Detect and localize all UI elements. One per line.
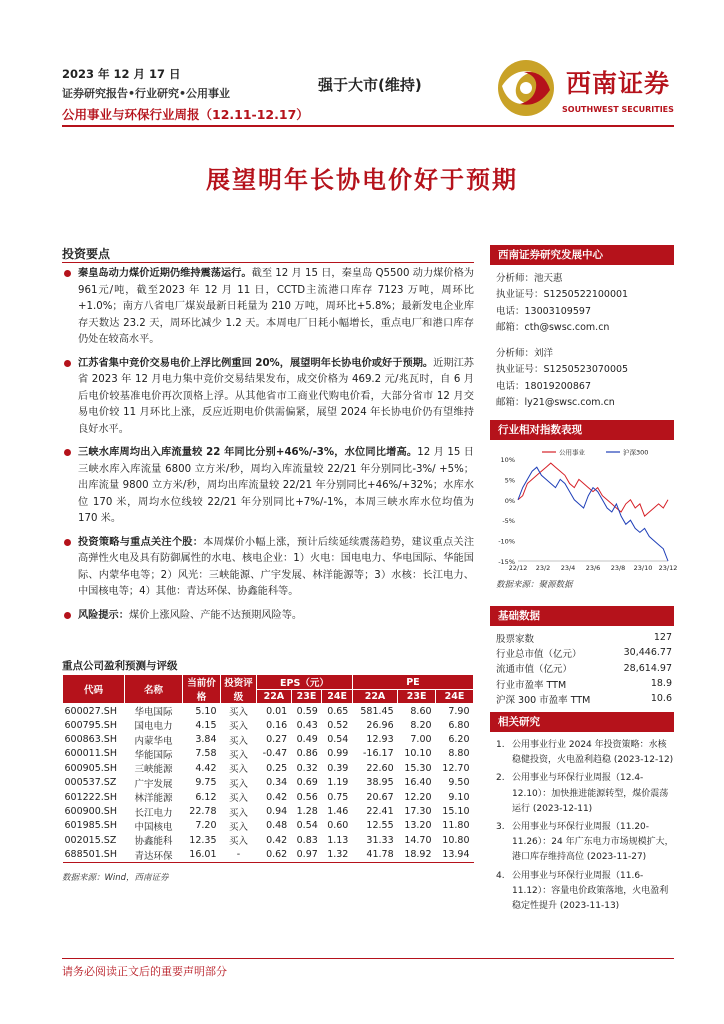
report-date: 2023 年 12 月 17 日 — [62, 67, 181, 81]
cell-name: 协鑫能科 — [134, 836, 173, 848]
cell-pe: 13.20 — [404, 820, 432, 832]
related-text[interactable]: 公用事业与环保行业周报（11.20-11.26）：24 年广东电力市场规模扩大，港口库存维持高位 (2023-11-27) — [512, 822, 674, 863]
basic-label: 行业市盈率 TTM — [496, 679, 567, 691]
related-item[interactable] — [496, 771, 674, 817]
y-tick-label: 0% — [504, 496, 515, 505]
bullet-lead: 江苏省集中竞价交易电价上浮比例重回 20%，展望明年长协电价或好于预期。 — [78, 357, 434, 369]
cell-code: 688501.SH — [63, 848, 125, 863]
cell-name: 林洋能源 — [134, 793, 173, 805]
x-tick-label: 23/2 — [535, 564, 551, 572]
cell-name: 中国核电 — [134, 821, 173, 833]
cell-pe: 18.92 — [398, 848, 436, 863]
x-tick-label: 23/4 — [560, 564, 576, 572]
related-text[interactable]: 公用事业与环保行业周报（12.4-12.10）：加快推进能源转型，煤价震荡运行 (2023-12-11) — [512, 773, 669, 814]
cell-eps: 1.32 — [322, 848, 353, 863]
cell-pe: 38.95 — [366, 777, 394, 789]
cell-eps: 1.13 — [327, 834, 349, 846]
cell-pe: 6.20 — [448, 734, 470, 746]
basic-value: 18.9 — [650, 678, 672, 690]
cell-eps: 0.34 — [266, 777, 288, 789]
basic-label: 沪深 300 市盈率 TTM — [496, 694, 591, 706]
weekly-title: 公用事业与环保行业周报（12.11-12.17） — [62, 107, 309, 122]
related-num: 3. — [496, 822, 505, 833]
industry-rating: 强于大市(维持) — [318, 76, 422, 94]
cell-rating: 买入 — [228, 778, 248, 790]
table-title: 重点公司盈利预测与评级 — [62, 660, 178, 672]
cell-pe: 31.33 — [366, 834, 394, 846]
col-header-code: 代码 — [63, 675, 125, 704]
cell-eps: 0.48 — [266, 820, 288, 832]
cell-pe: 8.60 — [410, 705, 432, 717]
cell-eps: 0.99 — [327, 748, 349, 760]
logo-text: 西南证券 — [566, 69, 671, 98]
cell-pe: 9.10 — [448, 791, 470, 803]
analyst-license: 执业证号：S1250522100001 — [496, 289, 629, 301]
bullet-body: 截至 12 月 15 日，秦皇岛 Q5500 动力煤价格为 961元/吨，截至2023 年 12 月 11 日，CCTD主流港口库存 7123 万吨，周环比+1.0%；南方八省电厂煤炭最新日耗量为 210 万吨，周环比+5.8%；最新发电企业库存天数达 23.2 天，周环比减少 1.2 天。本周电厂日耗小幅增长，重点电厂和港口库存仍处在较高水平。 — [78, 268, 474, 345]
table-row — [63, 718, 474, 732]
cell-eps: 1.46 — [327, 806, 349, 818]
cell-pe: 15.10 — [442, 806, 470, 818]
cell-pe: -16.17 — [363, 748, 394, 760]
cell-eps: 0.83 — [296, 834, 318, 846]
cell-code: 600905.SH — [64, 762, 117, 774]
section-divider — [62, 262, 474, 263]
cell-rating: 买入 — [228, 793, 248, 805]
col-header-price: 当前价格 — [183, 675, 221, 704]
analyst-name: 分析师：刘洋 — [496, 348, 554, 360]
cell-name: 华能国际 — [134, 749, 173, 761]
cell-name: 华电国际 — [134, 707, 173, 718]
y-tick-label: -15% — [498, 558, 515, 566]
cell-pe: 22.60 — [366, 762, 394, 774]
investment-points — [62, 266, 474, 631]
cell-eps: 0.56 — [296, 791, 318, 803]
related-text[interactable]: 公用事业与环保行业周报（11.6-11.12）：容量电价政策落地，火电盈利稳定性提升 (2023-11-13) — [512, 870, 669, 912]
cell-eps: 0.52 — [327, 719, 349, 731]
cell-price: 6.12 — [195, 791, 217, 803]
cell-code: 600011.SH — [64, 748, 117, 760]
cell-eps: 0.65 — [327, 705, 349, 717]
cell-eps: 1.19 — [327, 777, 349, 789]
table-row — [63, 776, 474, 790]
cell-pe: 8.80 — [448, 748, 470, 760]
cell-eps: 0.42 — [266, 791, 288, 803]
bullet-lead: 风险提示： — [78, 609, 129, 621]
cell-name: 内蒙华电 — [134, 735, 173, 747]
cell-rating: - — [221, 848, 257, 863]
cell-code: 601222.SH — [64, 791, 117, 803]
y-tick-label: -5% — [502, 517, 515, 526]
cell-code: 600027.SH — [64, 705, 117, 717]
basic-value: 30,446.77 — [623, 647, 672, 659]
cell-eps: 0.43 — [296, 719, 318, 731]
bullet-body: 煤价上涨风险、产能不达预期风险等。 — [128, 609, 303, 621]
table-row — [63, 704, 474, 719]
cell-pe: 6.80 — [448, 719, 470, 731]
cell-eps: 0.27 — [266, 734, 288, 746]
bullet-point — [62, 266, 474, 349]
series-line — [518, 467, 668, 561]
analyst-name: 分析师：池天惠 — [496, 273, 563, 284]
basic-label: 行业总市值（亿元） — [496, 648, 582, 660]
col-header-name: 名称 — [125, 675, 183, 704]
cell-pe: 41.78 — [352, 848, 397, 863]
cell-eps: 0.75 — [327, 791, 349, 803]
bullet-body: 本周煤价小幅上涨，预计后续延续震荡趋势，建议重点关注高弹性火电及具有防御属性的水电、核电企业：1）火电：国电电力、华电国际、华能国际、内蒙华电等；2）风光：三峡能源、广宇发展、林洋能源等；3）水核：长江电力、中国核电等；4）其他：青达环保、协鑫能科等。 — [78, 536, 475, 597]
cell-pe: 581.45 — [360, 705, 394, 717]
table-row — [63, 804, 474, 818]
bullet-dot-icon — [64, 360, 71, 367]
table-source: 数据来源：Wind，西南证券 — [62, 873, 169, 883]
cell-eps: 0.32 — [296, 762, 318, 774]
cell-code: 000537.SZ — [64, 777, 117, 789]
col-header-rating: 投资评级 — [221, 675, 257, 704]
sidebar-heading-basic: 基础数据 — [490, 606, 674, 626]
bullet-lead: 三峡水库周均出入库流量较 22 年同比分别+46%/-3%，水位同比增高。 — [78, 447, 418, 458]
table-row — [63, 833, 474, 847]
related-num: 2. — [496, 773, 505, 784]
related-item[interactable] — [496, 738, 674, 768]
cell-eps: 0.97 — [291, 848, 322, 863]
y-tick-label: 5% — [504, 476, 515, 485]
footer-disclaimer: 请务必阅读正文后的重要声明部分 — [62, 965, 227, 978]
cell-pe: 7.90 — [448, 705, 470, 717]
bullet-dot-icon — [64, 449, 71, 456]
related-item[interactable] — [496, 869, 674, 915]
x-tick-label: 23/8 — [610, 564, 626, 572]
cell-name: 三峡能源 — [134, 764, 173, 776]
cell-eps: 0.60 — [327, 820, 349, 832]
cell-price: 3.84 — [195, 734, 217, 746]
cell-eps: 0.86 — [296, 748, 318, 760]
cell-rating: 买入 — [228, 707, 248, 718]
col-header-pe: PE — [352, 675, 473, 690]
legend-label: 公用事业 — [559, 448, 585, 457]
cell-price: 22.78 — [189, 806, 217, 818]
sidebar-heading-team: 西南证券研究发展中心 — [490, 245, 674, 265]
southwest-logo-icon — [494, 56, 558, 120]
sidebar-heading-related: 相关研究 — [490, 712, 674, 732]
basic-value: 10.6 — [650, 693, 672, 705]
earnings-forecast-table — [62, 674, 474, 863]
cell-pe: 10.10 — [404, 748, 432, 760]
related-text[interactable]: 公用事业行业 2024 年投资策略：水核稳健投资，火电盈利趋稳 (2023-12-12) — [512, 740, 674, 766]
analyst-license: 执业证号：S1250523070005 — [496, 364, 629, 376]
analyst-phone: 电话：18019200867 — [496, 380, 591, 392]
cell-eps: 1.28 — [296, 806, 318, 818]
cell-code: 600795.SH — [64, 719, 117, 731]
analyst-email[interactable]: 邮箱：cth@swsc.com.cn — [496, 321, 610, 333]
basic-row — [496, 676, 672, 691]
cell-pe: 22.41 — [366, 806, 394, 818]
bullet-lead: 投资策略与重点关注个股： — [78, 536, 204, 548]
related-num: 4. — [496, 870, 505, 881]
x-tick-label: 23/12 — [658, 564, 678, 572]
cell-rating: 买入 — [228, 821, 248, 833]
cell-price: 9.75 — [195, 777, 217, 789]
cell-eps: 0.69 — [296, 777, 318, 789]
basic-value: 127 — [653, 632, 672, 644]
cell-code: 601985.SH — [64, 820, 117, 832]
cell-pe: 10.80 — [442, 834, 470, 846]
bullet-point — [62, 535, 474, 601]
chart-source: 数据来源：聚源数据 — [496, 580, 573, 590]
cell-price: 7.58 — [195, 748, 217, 760]
basic-label: 股票家数 — [496, 633, 535, 645]
y-tick-label: -10% — [498, 537, 515, 546]
basic-row — [496, 691, 672, 706]
legend-label: 沪深300 — [623, 448, 649, 457]
basic-data-table — [496, 630, 672, 706]
bullet-point — [62, 356, 474, 439]
table-row — [63, 848, 474, 863]
col-header-year: 23E — [291, 690, 322, 704]
analyst-info — [496, 271, 674, 411]
col-header-year: 23E — [398, 690, 436, 704]
related-item[interactable] — [496, 820, 674, 866]
table-row — [63, 819, 474, 833]
cell-pe: 12.93 — [366, 734, 394, 746]
cell-eps: 0.54 — [327, 734, 349, 746]
cell-pe: 7.00 — [410, 734, 432, 746]
cell-name: 长江电力 — [134, 807, 173, 819]
series-line — [518, 463, 668, 516]
table-row — [63, 732, 474, 746]
bullet-body: 12 月 15 日三峡水库入库流量 6800 立方米/秒，周均入库流量较 22/21 年分别同比-3%/ +5%；出库流量 9800 立方米/秒，周均出库流量较 22/21 年分别同比+46%/+32%；水库水位 170 米，周均水位线较 22/21 年分别同比+7%/-1%，本周三峡水库水位均值为 170 米。 — [78, 447, 474, 524]
cell-eps: -0.47 — [262, 748, 288, 760]
cell-eps: 0.54 — [296, 820, 318, 832]
x-tick-label: 23/10 — [633, 564, 653, 572]
cell-price: 7.20 — [195, 820, 217, 832]
basic-label: 流通市值（亿元） — [496, 664, 573, 676]
cell-name: 广宇发展 — [134, 778, 173, 790]
cell-name: 青达环保 — [125, 848, 183, 863]
cell-eps: 0.39 — [327, 762, 349, 774]
table-row — [63, 790, 474, 804]
cell-eps: 0.42 — [266, 834, 288, 846]
bullet-point — [62, 608, 474, 625]
cell-rating: 买入 — [228, 721, 248, 733]
bullet-dot-icon — [64, 612, 71, 619]
bullet-body: 近期江苏省 2023 年 12 月电力集中竞价交易结果发布，成交价格为 469.2 元/兆瓦时，自 6 月后电价较基准电价再次顶格上浮。从其他省市工商业代购电价看，大部分省市 12 月交易电价较 11 月环比上涨，反应近期电价供需偏紧，展望 2024 年长协电价仍有望维持良好水平。 — [78, 357, 474, 435]
cell-rating: 买入 — [228, 749, 248, 761]
cell-rating: 买入 — [228, 764, 248, 776]
related-research-list — [496, 738, 674, 917]
bullet-lead: 秦皇岛动力煤价近期仍维持震荡运行。 — [78, 268, 252, 279]
cell-price: 12.35 — [189, 834, 217, 846]
col-header-year: 24E — [436, 690, 474, 704]
basic-value: 28,614.97 — [623, 662, 672, 674]
cell-price: 4.15 — [195, 719, 217, 731]
related-num: 1. — [496, 740, 505, 750]
cell-pe: 11.80 — [442, 820, 470, 832]
cell-pe: 9.50 — [448, 777, 470, 789]
cell-price: 16.01 — [183, 848, 221, 863]
cell-pe: 17.30 — [404, 806, 432, 818]
cell-code: 600863.SH — [64, 734, 117, 746]
y-tick-label: 10% — [500, 456, 515, 464]
cell-rating: 买入 — [228, 836, 248, 848]
table-row — [63, 761, 474, 775]
cell-rating: 买入 — [228, 735, 248, 747]
cell-price: 4.42 — [195, 762, 217, 774]
bullet-dot-icon — [64, 539, 71, 546]
bullet-point — [62, 445, 474, 528]
x-tick-label: 22/12 — [508, 564, 528, 572]
col-header-year: 22A — [257, 690, 292, 704]
cell-eps: 0.25 — [266, 762, 288, 774]
cell-eps: 0.62 — [257, 848, 292, 863]
cell-rating: 买入 — [228, 807, 248, 819]
report-type: 证券研究报告•行业研究•公用事业 — [62, 87, 231, 100]
bullet-dot-icon — [64, 270, 71, 277]
cell-pe: 12.55 — [366, 820, 394, 832]
sidebar-heading-chart: 行业相对指数表现 — [490, 420, 674, 440]
cell-code: 600900.SH — [64, 806, 117, 818]
cell-pe: 26.96 — [366, 719, 394, 731]
relative-index-chart — [490, 445, 678, 573]
basic-row — [496, 630, 672, 645]
cell-eps: 0.16 — [266, 719, 288, 731]
report-title: 展望明年长协电价好于预期 — [206, 166, 518, 194]
table-row — [63, 747, 474, 761]
section-heading: 投资要点 — [62, 247, 111, 261]
cell-pe: 12.20 — [404, 791, 432, 803]
logo-text-en: SOUTHWEST SECURITIES — [562, 105, 674, 114]
cell-eps: 0.59 — [296, 705, 318, 717]
cell-code: 002015.SZ — [64, 834, 117, 846]
cell-pe: 16.40 — [404, 777, 432, 789]
footer-divider — [62, 958, 674, 959]
cell-pe: 20.67 — [366, 791, 394, 803]
x-tick-label: 23/6 — [585, 564, 601, 572]
cell-pe: 8.20 — [410, 719, 432, 731]
col-header-year: 22A — [352, 690, 397, 704]
cell-eps: 0.49 — [296, 734, 318, 746]
basic-row — [496, 645, 672, 660]
analyst-phone: 电话：13003109597 — [496, 305, 591, 317]
header-divider — [62, 125, 674, 127]
cell-pe: 12.70 — [442, 762, 470, 774]
col-header-year: 24E — [322, 690, 353, 704]
col-header-eps: EPS（元） — [257, 675, 353, 690]
cell-pe: 13.94 — [436, 848, 474, 863]
cell-eps: 0.94 — [266, 806, 288, 818]
cell-eps: 0.01 — [266, 705, 288, 717]
cell-price: 5.10 — [195, 705, 217, 717]
cell-pe: 15.30 — [404, 762, 432, 774]
basic-row — [496, 661, 672, 676]
cell-pe: 14.70 — [404, 834, 432, 846]
cell-name: 国电电力 — [134, 721, 173, 733]
analyst-email[interactable]: 邮箱：ly21@swsc.com.cn — [496, 397, 615, 409]
